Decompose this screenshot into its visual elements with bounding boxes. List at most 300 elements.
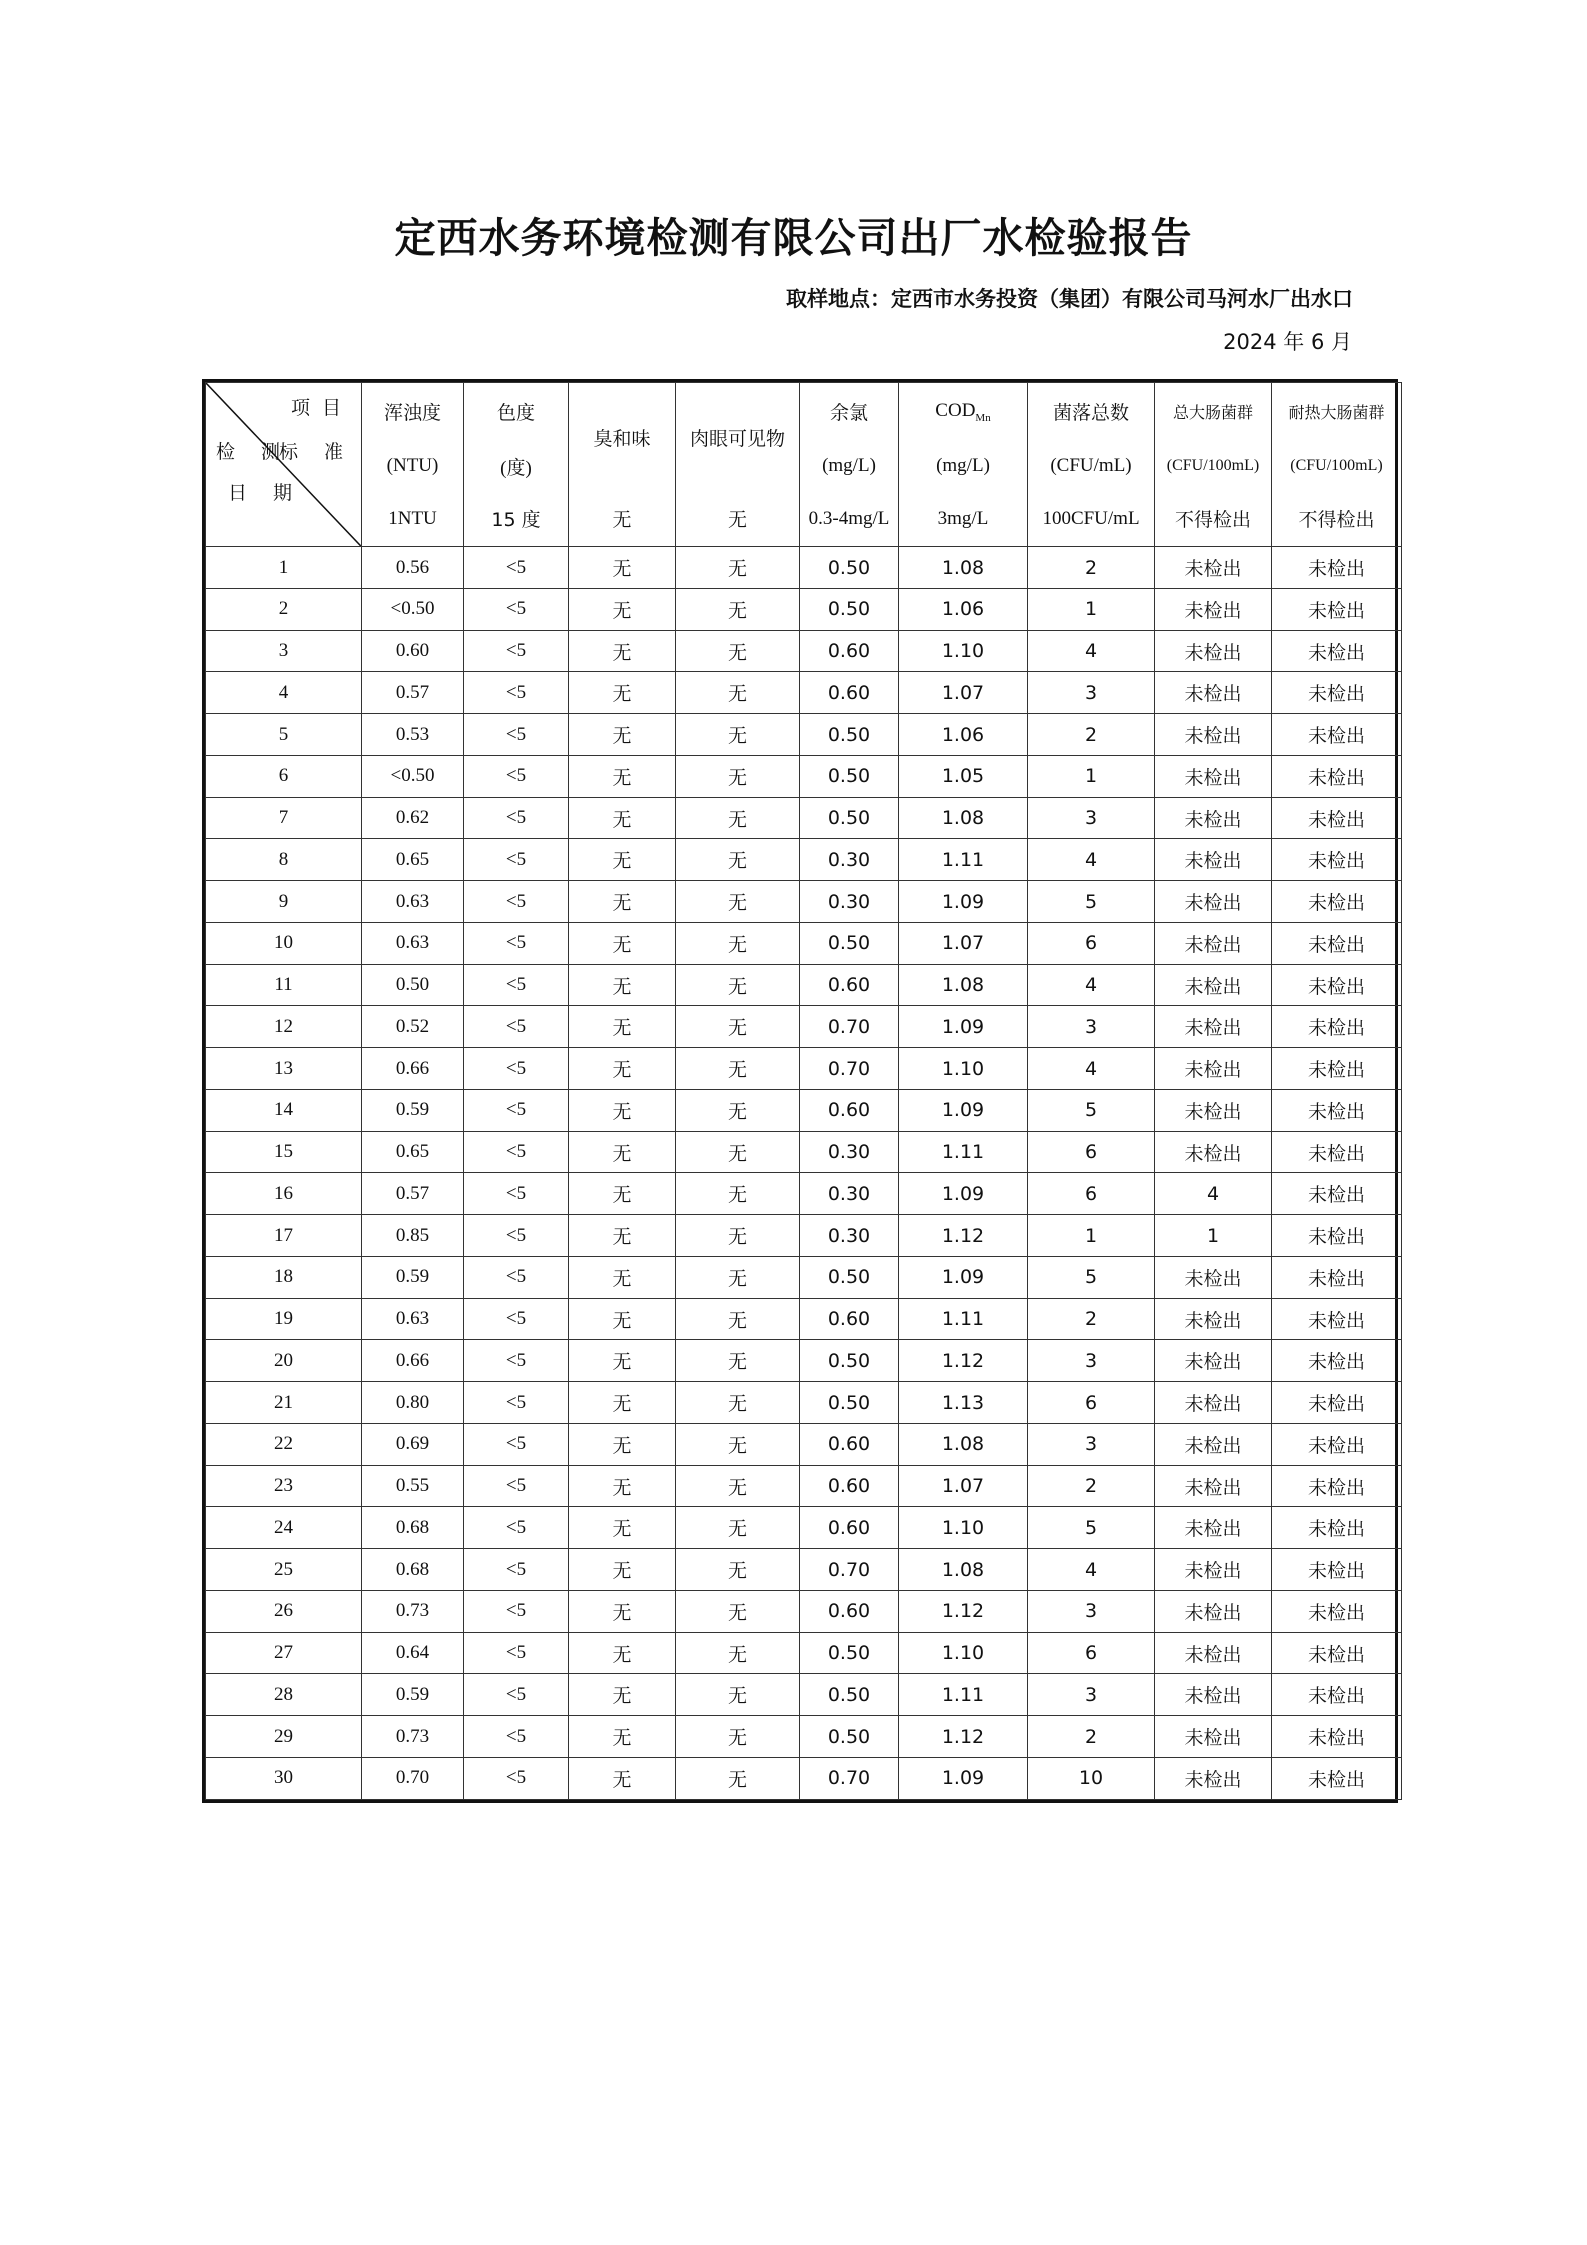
cell-thermotolerant-coliform: 未检出 bbox=[1272, 1006, 1402, 1048]
cell-turbidity: 0.63 bbox=[362, 1298, 464, 1340]
cell-residual-chlorine: 0.70 bbox=[800, 1757, 899, 1799]
table-row bbox=[206, 1131, 1402, 1173]
cell-total-coliform: 未检出 bbox=[1155, 964, 1272, 1006]
cell-residual-chlorine: 0.30 bbox=[800, 839, 899, 881]
cell-turbidity: 0.68 bbox=[362, 1549, 464, 1591]
cell-cod: 1.12 bbox=[899, 1215, 1028, 1257]
cell-colony-count: 3 bbox=[1028, 1423, 1155, 1465]
table-row bbox=[206, 1256, 1402, 1298]
table-row bbox=[206, 1590, 1402, 1632]
cell-total-coliform: 未检出 bbox=[1155, 588, 1272, 630]
cell-thermotolerant-coliform: 未检出 bbox=[1272, 1632, 1402, 1674]
cell-day: 6 bbox=[206, 755, 362, 797]
cell-residual-chlorine: 0.60 bbox=[800, 1507, 899, 1549]
cell-day: 4 bbox=[206, 672, 362, 714]
cell-chroma: <5 bbox=[464, 839, 569, 881]
cell-colony-count: 6 bbox=[1028, 1173, 1155, 1215]
report-title: 定西水务环境检测有限公司出厂水检验报告 bbox=[394, 214, 1193, 262]
cell-cod: 1.09 bbox=[899, 1173, 1028, 1215]
cell-odor: 无 bbox=[569, 672, 676, 714]
cell-residual-chlorine: 0.70 bbox=[800, 1048, 899, 1090]
cell-visible-matter: 无 bbox=[676, 1173, 800, 1215]
cell-colony-count: 3 bbox=[1028, 1006, 1155, 1048]
cell-colony-count: 6 bbox=[1028, 1632, 1155, 1674]
cell-turbidity: 0.56 bbox=[362, 547, 464, 589]
cell-cod: 1.09 bbox=[899, 881, 1028, 923]
cell-cod: 1.06 bbox=[899, 714, 1028, 756]
cell-odor: 无 bbox=[569, 1006, 676, 1048]
cell-turbidity: 0.55 bbox=[362, 1465, 464, 1507]
col-unit-thermotolerant-coliform: (CFU/100mL) bbox=[1272, 441, 1402, 491]
cell-colony-count: 2 bbox=[1028, 714, 1155, 756]
col-std-total-coliform: 不得检出 bbox=[1155, 491, 1272, 547]
cell-thermotolerant-coliform: 未检出 bbox=[1272, 964, 1402, 1006]
cell-thermotolerant-coliform: 未检出 bbox=[1272, 1131, 1402, 1173]
cell-cod: 1.08 bbox=[899, 1423, 1028, 1465]
cell-day: 27 bbox=[206, 1632, 362, 1674]
cell-odor: 无 bbox=[569, 547, 676, 589]
col-std-residual-chlorine: 0.3-4mg/L bbox=[800, 491, 899, 547]
cell-odor: 无 bbox=[569, 1674, 676, 1716]
table-row bbox=[206, 1298, 1402, 1340]
cell-visible-matter: 无 bbox=[676, 797, 800, 839]
cell-total-coliform: 未检出 bbox=[1155, 1465, 1272, 1507]
cell-turbidity: 0.70 bbox=[362, 1757, 464, 1799]
cell-day: 30 bbox=[206, 1757, 362, 1799]
cell-colony-count: 2 bbox=[1028, 1716, 1155, 1758]
cell-visible-matter: 无 bbox=[676, 1298, 800, 1340]
cell-cod: 1.11 bbox=[899, 839, 1028, 881]
cell-thermotolerant-coliform: 未检出 bbox=[1272, 1215, 1402, 1257]
table-row bbox=[206, 714, 1402, 756]
cell-cod: 1.08 bbox=[899, 797, 1028, 839]
cell-total-coliform: 未检出 bbox=[1155, 839, 1272, 881]
table-row bbox=[206, 1006, 1402, 1048]
cell-day: 18 bbox=[206, 1256, 362, 1298]
cell-visible-matter: 无 bbox=[676, 672, 800, 714]
cell-residual-chlorine: 0.60 bbox=[800, 1298, 899, 1340]
cell-turbidity: 0.85 bbox=[362, 1215, 464, 1257]
cell-residual-chlorine: 0.50 bbox=[800, 797, 899, 839]
corner-label-item: 项目 bbox=[290, 397, 353, 419]
table-row bbox=[206, 755, 1402, 797]
cell-total-coliform: 未检出 bbox=[1155, 672, 1272, 714]
cell-chroma: <5 bbox=[464, 588, 569, 630]
cell-residual-chlorine: 0.60 bbox=[800, 630, 899, 672]
cell-chroma: <5 bbox=[464, 1632, 569, 1674]
cell-day: 29 bbox=[206, 1716, 362, 1758]
cell-residual-chlorine: 0.60 bbox=[800, 1590, 899, 1632]
cod-subscript: Mn bbox=[975, 411, 991, 424]
cell-visible-matter: 无 bbox=[676, 1215, 800, 1257]
table-row bbox=[206, 672, 1402, 714]
cell-cod: 1.10 bbox=[899, 1507, 1028, 1549]
cell-day: 12 bbox=[206, 1006, 362, 1048]
cell-total-coliform: 未检出 bbox=[1155, 881, 1272, 923]
cell-residual-chlorine: 0.50 bbox=[800, 1674, 899, 1716]
cell-colony-count: 3 bbox=[1028, 797, 1155, 839]
table-row bbox=[206, 1716, 1402, 1758]
table-row bbox=[206, 1549, 1402, 1591]
cell-turbidity: 0.80 bbox=[362, 1382, 464, 1424]
cell-turbidity: 0.50 bbox=[362, 964, 464, 1006]
cell-colony-count: 1 bbox=[1028, 588, 1155, 630]
cell-total-coliform: 未检出 bbox=[1155, 1632, 1272, 1674]
cell-turbidity: 0.68 bbox=[362, 1507, 464, 1549]
cell-turbidity: 0.64 bbox=[362, 1632, 464, 1674]
cell-thermotolerant-coliform: 未检出 bbox=[1272, 1089, 1402, 1131]
cell-cod: 1.09 bbox=[899, 1006, 1028, 1048]
cell-residual-chlorine: 0.70 bbox=[800, 1006, 899, 1048]
cell-residual-chlorine: 0.50 bbox=[800, 1716, 899, 1758]
cell-turbidity: 0.65 bbox=[362, 1131, 464, 1173]
cell-chroma: <5 bbox=[464, 1382, 569, 1424]
col-unit-colony-count: (CFU/mL) bbox=[1028, 441, 1155, 491]
cell-total-coliform: 未检出 bbox=[1155, 714, 1272, 756]
cell-colony-count: 1 bbox=[1028, 1215, 1155, 1257]
report-date: 2024 年 6 月 bbox=[1223, 330, 1352, 354]
cell-residual-chlorine: 0.60 bbox=[800, 1423, 899, 1465]
cell-day: 24 bbox=[206, 1507, 362, 1549]
cell-total-coliform: 未检出 bbox=[1155, 755, 1272, 797]
cell-thermotolerant-coliform: 未检出 bbox=[1272, 1048, 1402, 1090]
cell-visible-matter: 无 bbox=[676, 964, 800, 1006]
cell-residual-chlorine: 0.50 bbox=[800, 755, 899, 797]
table-row bbox=[206, 1382, 1402, 1424]
table-row bbox=[206, 1340, 1402, 1382]
col-name-thermotolerant-coliform: 耐热大肠菌群 bbox=[1272, 383, 1402, 441]
table-row bbox=[206, 1757, 1402, 1799]
table-row bbox=[206, 1465, 1402, 1507]
cell-day: 14 bbox=[206, 1089, 362, 1131]
table-row bbox=[206, 964, 1402, 1006]
cell-chroma: <5 bbox=[464, 1590, 569, 1632]
cell-residual-chlorine: 0.60 bbox=[800, 672, 899, 714]
cell-total-coliform: 未检出 bbox=[1155, 797, 1272, 839]
cell-day: 11 bbox=[206, 964, 362, 1006]
cell-total-coliform: 4 bbox=[1155, 1173, 1272, 1215]
table-row bbox=[206, 1173, 1402, 1215]
cell-odor: 无 bbox=[569, 1340, 676, 1382]
cell-odor: 无 bbox=[569, 588, 676, 630]
cell-turbidity: 0.73 bbox=[362, 1716, 464, 1758]
cell-cod: 1.10 bbox=[899, 1048, 1028, 1090]
cell-odor: 无 bbox=[569, 922, 676, 964]
cell-chroma: <5 bbox=[464, 1173, 569, 1215]
cell-residual-chlorine: 0.60 bbox=[800, 1465, 899, 1507]
cell-odor: 无 bbox=[569, 714, 676, 756]
cell-total-coliform: 未检出 bbox=[1155, 630, 1272, 672]
cell-colony-count: 2 bbox=[1028, 1298, 1155, 1340]
cell-turbidity: 0.63 bbox=[362, 922, 464, 964]
cell-visible-matter: 无 bbox=[676, 1423, 800, 1465]
cell-day: 5 bbox=[206, 714, 362, 756]
cell-colony-count: 2 bbox=[1028, 547, 1155, 589]
cell-total-coliform: 未检出 bbox=[1155, 1590, 1272, 1632]
cell-colony-count: 5 bbox=[1028, 1507, 1155, 1549]
col-std-cod: 3mg/L bbox=[899, 491, 1028, 547]
cell-visible-matter: 无 bbox=[676, 755, 800, 797]
cell-cod: 1.08 bbox=[899, 964, 1028, 1006]
cell-chroma: <5 bbox=[464, 630, 569, 672]
cell-chroma: <5 bbox=[464, 1298, 569, 1340]
table-row bbox=[206, 1632, 1402, 1674]
cell-day: 2 bbox=[206, 588, 362, 630]
header-row-units bbox=[206, 441, 1402, 491]
cell-day: 15 bbox=[206, 1131, 362, 1173]
cell-cod: 1.12 bbox=[899, 1590, 1028, 1632]
cell-thermotolerant-coliform: 未检出 bbox=[1272, 839, 1402, 881]
cell-day: 13 bbox=[206, 1048, 362, 1090]
cell-day: 16 bbox=[206, 1173, 362, 1215]
cell-day: 28 bbox=[206, 1674, 362, 1716]
col-name-visible-matter: 肉眼可见物 bbox=[676, 383, 800, 492]
cell-turbidity: 0.59 bbox=[362, 1089, 464, 1131]
cell-chroma: <5 bbox=[464, 797, 569, 839]
cell-residual-chlorine: 0.50 bbox=[800, 1340, 899, 1382]
cell-thermotolerant-coliform: 未检出 bbox=[1272, 630, 1402, 672]
cell-odor: 无 bbox=[569, 1632, 676, 1674]
cell-total-coliform: 1 bbox=[1155, 1215, 1272, 1257]
cell-residual-chlorine: 0.50 bbox=[800, 1632, 899, 1674]
cell-residual-chlorine: 0.60 bbox=[800, 964, 899, 1006]
cell-cod: 1.07 bbox=[899, 1465, 1028, 1507]
cell-odor: 无 bbox=[569, 1590, 676, 1632]
cell-colony-count: 4 bbox=[1028, 1549, 1155, 1591]
table-row bbox=[206, 630, 1402, 672]
cell-odor: 无 bbox=[569, 1757, 676, 1799]
cell-turbidity: 0.69 bbox=[362, 1423, 464, 1465]
cell-thermotolerant-coliform: 未检出 bbox=[1272, 797, 1402, 839]
cell-total-coliform: 未检出 bbox=[1155, 1340, 1272, 1382]
header-row-standards bbox=[206, 491, 1402, 547]
cell-thermotolerant-coliform: 未检出 bbox=[1272, 1590, 1402, 1632]
cell-day: 8 bbox=[206, 839, 362, 881]
cell-odor: 无 bbox=[569, 1465, 676, 1507]
cell-odor: 无 bbox=[569, 839, 676, 881]
cell-turbidity: 0.63 bbox=[362, 881, 464, 923]
cell-thermotolerant-coliform: 未检出 bbox=[1272, 1340, 1402, 1382]
cell-cod: 1.05 bbox=[899, 755, 1028, 797]
corner-header-cell bbox=[206, 383, 362, 547]
col-name-residual-chlorine: 余氯 bbox=[800, 383, 899, 441]
cell-thermotolerant-coliform: 未检出 bbox=[1272, 1382, 1402, 1424]
cell-chroma: <5 bbox=[464, 1256, 569, 1298]
cell-colony-count: 5 bbox=[1028, 1256, 1155, 1298]
cell-turbidity: 0.57 bbox=[362, 672, 464, 714]
table-row bbox=[206, 588, 1402, 630]
cell-turbidity: 0.57 bbox=[362, 1173, 464, 1215]
cell-total-coliform: 未检出 bbox=[1155, 1423, 1272, 1465]
col-name-total-coliform: 总大肠菌群 bbox=[1155, 383, 1272, 441]
col-unit-total-coliform: (CFU/100mL) bbox=[1155, 441, 1272, 491]
cell-thermotolerant-coliform: 未检出 bbox=[1272, 1716, 1402, 1758]
cell-day: 9 bbox=[206, 881, 362, 923]
cell-cod: 1.08 bbox=[899, 547, 1028, 589]
cell-colony-count: 5 bbox=[1028, 1089, 1155, 1131]
corner-label-detect: 检 测 bbox=[216, 441, 291, 463]
cell-visible-matter: 无 bbox=[676, 839, 800, 881]
cell-total-coliform: 未检出 bbox=[1155, 1298, 1272, 1340]
cell-day: 20 bbox=[206, 1340, 362, 1382]
cell-visible-matter: 无 bbox=[676, 1590, 800, 1632]
table-row bbox=[206, 797, 1402, 839]
cell-visible-matter: 无 bbox=[676, 1632, 800, 1674]
cell-visible-matter: 无 bbox=[676, 1006, 800, 1048]
cell-day: 21 bbox=[206, 1382, 362, 1424]
cell-visible-matter: 无 bbox=[676, 1048, 800, 1090]
cell-residual-chlorine: 0.50 bbox=[800, 588, 899, 630]
cell-colony-count: 6 bbox=[1028, 922, 1155, 964]
cell-total-coliform: 未检出 bbox=[1155, 547, 1272, 589]
table-row bbox=[206, 881, 1402, 923]
cell-residual-chlorine: 0.50 bbox=[800, 1382, 899, 1424]
cell-cod: 1.10 bbox=[899, 1632, 1028, 1674]
cell-total-coliform: 未检出 bbox=[1155, 1048, 1272, 1090]
cell-odor: 无 bbox=[569, 1423, 676, 1465]
cell-visible-matter: 无 bbox=[676, 1507, 800, 1549]
col-name-odor: 臭和味 bbox=[569, 383, 676, 492]
cell-total-coliform: 未检出 bbox=[1155, 1382, 1272, 1424]
cell-day: 26 bbox=[206, 1590, 362, 1632]
table-row bbox=[206, 1674, 1402, 1716]
cell-thermotolerant-coliform: 未检出 bbox=[1272, 1256, 1402, 1298]
cell-day: 25 bbox=[206, 1549, 362, 1591]
cell-chroma: <5 bbox=[464, 547, 569, 589]
cell-chroma: <5 bbox=[464, 1507, 569, 1549]
col-std-odor: 无 bbox=[569, 491, 676, 547]
cell-colony-count: 4 bbox=[1028, 630, 1155, 672]
col-std-thermotolerant-coliform: 不得检出 bbox=[1272, 491, 1402, 547]
cell-odor: 无 bbox=[569, 1215, 676, 1257]
table-row bbox=[206, 1048, 1402, 1090]
cell-colony-count: 3 bbox=[1028, 1590, 1155, 1632]
cell-chroma: <5 bbox=[464, 714, 569, 756]
cod-label: COD bbox=[935, 400, 976, 422]
cell-cod: 1.10 bbox=[899, 630, 1028, 672]
corner-label-standard: 标 准 bbox=[278, 441, 353, 463]
header-row-names bbox=[206, 383, 1402, 441]
table-body bbox=[206, 383, 1402, 1800]
cell-cod: 1.11 bbox=[899, 1298, 1028, 1340]
cell-chroma: <5 bbox=[464, 1716, 569, 1758]
cell-chroma: <5 bbox=[464, 1089, 569, 1131]
cell-visible-matter: 无 bbox=[676, 588, 800, 630]
cell-turbidity: <0.50 bbox=[362, 755, 464, 797]
cell-cod: 1.11 bbox=[899, 1674, 1028, 1716]
cell-cod: 1.08 bbox=[899, 1549, 1028, 1591]
cell-turbidity: 0.65 bbox=[362, 839, 464, 881]
cell-visible-matter: 无 bbox=[676, 1089, 800, 1131]
cell-chroma: <5 bbox=[464, 922, 569, 964]
cell-thermotolerant-coliform: 未检出 bbox=[1272, 547, 1402, 589]
cell-cod: 1.07 bbox=[899, 672, 1028, 714]
cell-cod: 1.06 bbox=[899, 588, 1028, 630]
cell-colony-count: 5 bbox=[1028, 881, 1155, 923]
cell-cod: 1.09 bbox=[899, 1256, 1028, 1298]
cell-visible-matter: 无 bbox=[676, 1549, 800, 1591]
cell-total-coliform: 未检出 bbox=[1155, 1674, 1272, 1716]
cell-total-coliform: 未检出 bbox=[1155, 1549, 1272, 1591]
cell-colony-count: 1 bbox=[1028, 755, 1155, 797]
col-unit-cod: (mg/L) bbox=[899, 441, 1028, 491]
cell-residual-chlorine: 0.50 bbox=[800, 714, 899, 756]
cell-day: 7 bbox=[206, 797, 362, 839]
cell-day: 22 bbox=[206, 1423, 362, 1465]
col-name-turbidity: 浑浊度 bbox=[362, 383, 464, 441]
cell-turbidity: 0.60 bbox=[362, 630, 464, 672]
cell-chroma: <5 bbox=[464, 755, 569, 797]
cell-chroma: <5 bbox=[464, 881, 569, 923]
cell-total-coliform: 未检出 bbox=[1155, 1131, 1272, 1173]
cell-colony-count: 4 bbox=[1028, 839, 1155, 881]
cell-total-coliform: 未检出 bbox=[1155, 1006, 1272, 1048]
cell-turbidity: 0.59 bbox=[362, 1256, 464, 1298]
cell-odor: 无 bbox=[569, 1549, 676, 1591]
col-unit-residual-chlorine: (mg/L) bbox=[800, 441, 899, 491]
cell-visible-matter: 无 bbox=[676, 630, 800, 672]
cell-visible-matter: 无 bbox=[676, 547, 800, 589]
cell-turbidity: 0.52 bbox=[362, 1006, 464, 1048]
cell-chroma: <5 bbox=[464, 672, 569, 714]
cell-residual-chlorine: 0.50 bbox=[800, 1256, 899, 1298]
table-row bbox=[206, 1507, 1402, 1549]
cell-odor: 无 bbox=[569, 1048, 676, 1090]
cell-visible-matter: 无 bbox=[676, 1465, 800, 1507]
cell-thermotolerant-coliform: 未检出 bbox=[1272, 1298, 1402, 1340]
cell-colony-count: 3 bbox=[1028, 1674, 1155, 1716]
col-unit-chroma: (度) bbox=[464, 441, 569, 491]
cell-thermotolerant-coliform: 未检出 bbox=[1272, 922, 1402, 964]
cell-visible-matter: 无 bbox=[676, 1131, 800, 1173]
cell-residual-chlorine: 0.60 bbox=[800, 1089, 899, 1131]
cell-chroma: <5 bbox=[464, 1757, 569, 1799]
cell-colony-count: 4 bbox=[1028, 964, 1155, 1006]
cell-thermotolerant-coliform: 未检出 bbox=[1272, 1465, 1402, 1507]
cell-turbidity: 0.53 bbox=[362, 714, 464, 756]
cell-colony-count: 3 bbox=[1028, 1340, 1155, 1382]
cell-turbidity: 0.59 bbox=[362, 1674, 464, 1716]
cell-thermotolerant-coliform: 未检出 bbox=[1272, 1757, 1402, 1799]
cell-thermotolerant-coliform: 未检出 bbox=[1272, 714, 1402, 756]
cell-cod: 1.11 bbox=[899, 1131, 1028, 1173]
col-std-chroma: 15 度 bbox=[464, 491, 569, 547]
cell-odor: 无 bbox=[569, 1716, 676, 1758]
cell-chroma: <5 bbox=[464, 1048, 569, 1090]
table-row bbox=[206, 839, 1402, 881]
cell-thermotolerant-coliform: 未检出 bbox=[1272, 881, 1402, 923]
cell-cod: 1.13 bbox=[899, 1382, 1028, 1424]
cell-day: 23 bbox=[206, 1465, 362, 1507]
cell-total-coliform: 未检出 bbox=[1155, 1507, 1272, 1549]
cell-visible-matter: 无 bbox=[676, 922, 800, 964]
cell-chroma: <5 bbox=[464, 1465, 569, 1507]
table-row bbox=[206, 1215, 1402, 1257]
cell-residual-chlorine: 0.30 bbox=[800, 1131, 899, 1173]
cell-residual-chlorine: 0.50 bbox=[800, 547, 899, 589]
cell-visible-matter: 无 bbox=[676, 1757, 800, 1799]
cell-thermotolerant-coliform: 未检出 bbox=[1272, 588, 1402, 630]
cell-cod: 1.12 bbox=[899, 1340, 1028, 1382]
cell-cod: 1.09 bbox=[899, 1757, 1028, 1799]
cell-chroma: <5 bbox=[464, 1549, 569, 1591]
cell-odor: 无 bbox=[569, 964, 676, 1006]
corner-label-date: 日 期 bbox=[228, 482, 303, 504]
cell-day: 17 bbox=[206, 1215, 362, 1257]
cell-chroma: <5 bbox=[464, 1215, 569, 1257]
cell-colony-count: 6 bbox=[1028, 1382, 1155, 1424]
table-row bbox=[206, 1423, 1402, 1465]
